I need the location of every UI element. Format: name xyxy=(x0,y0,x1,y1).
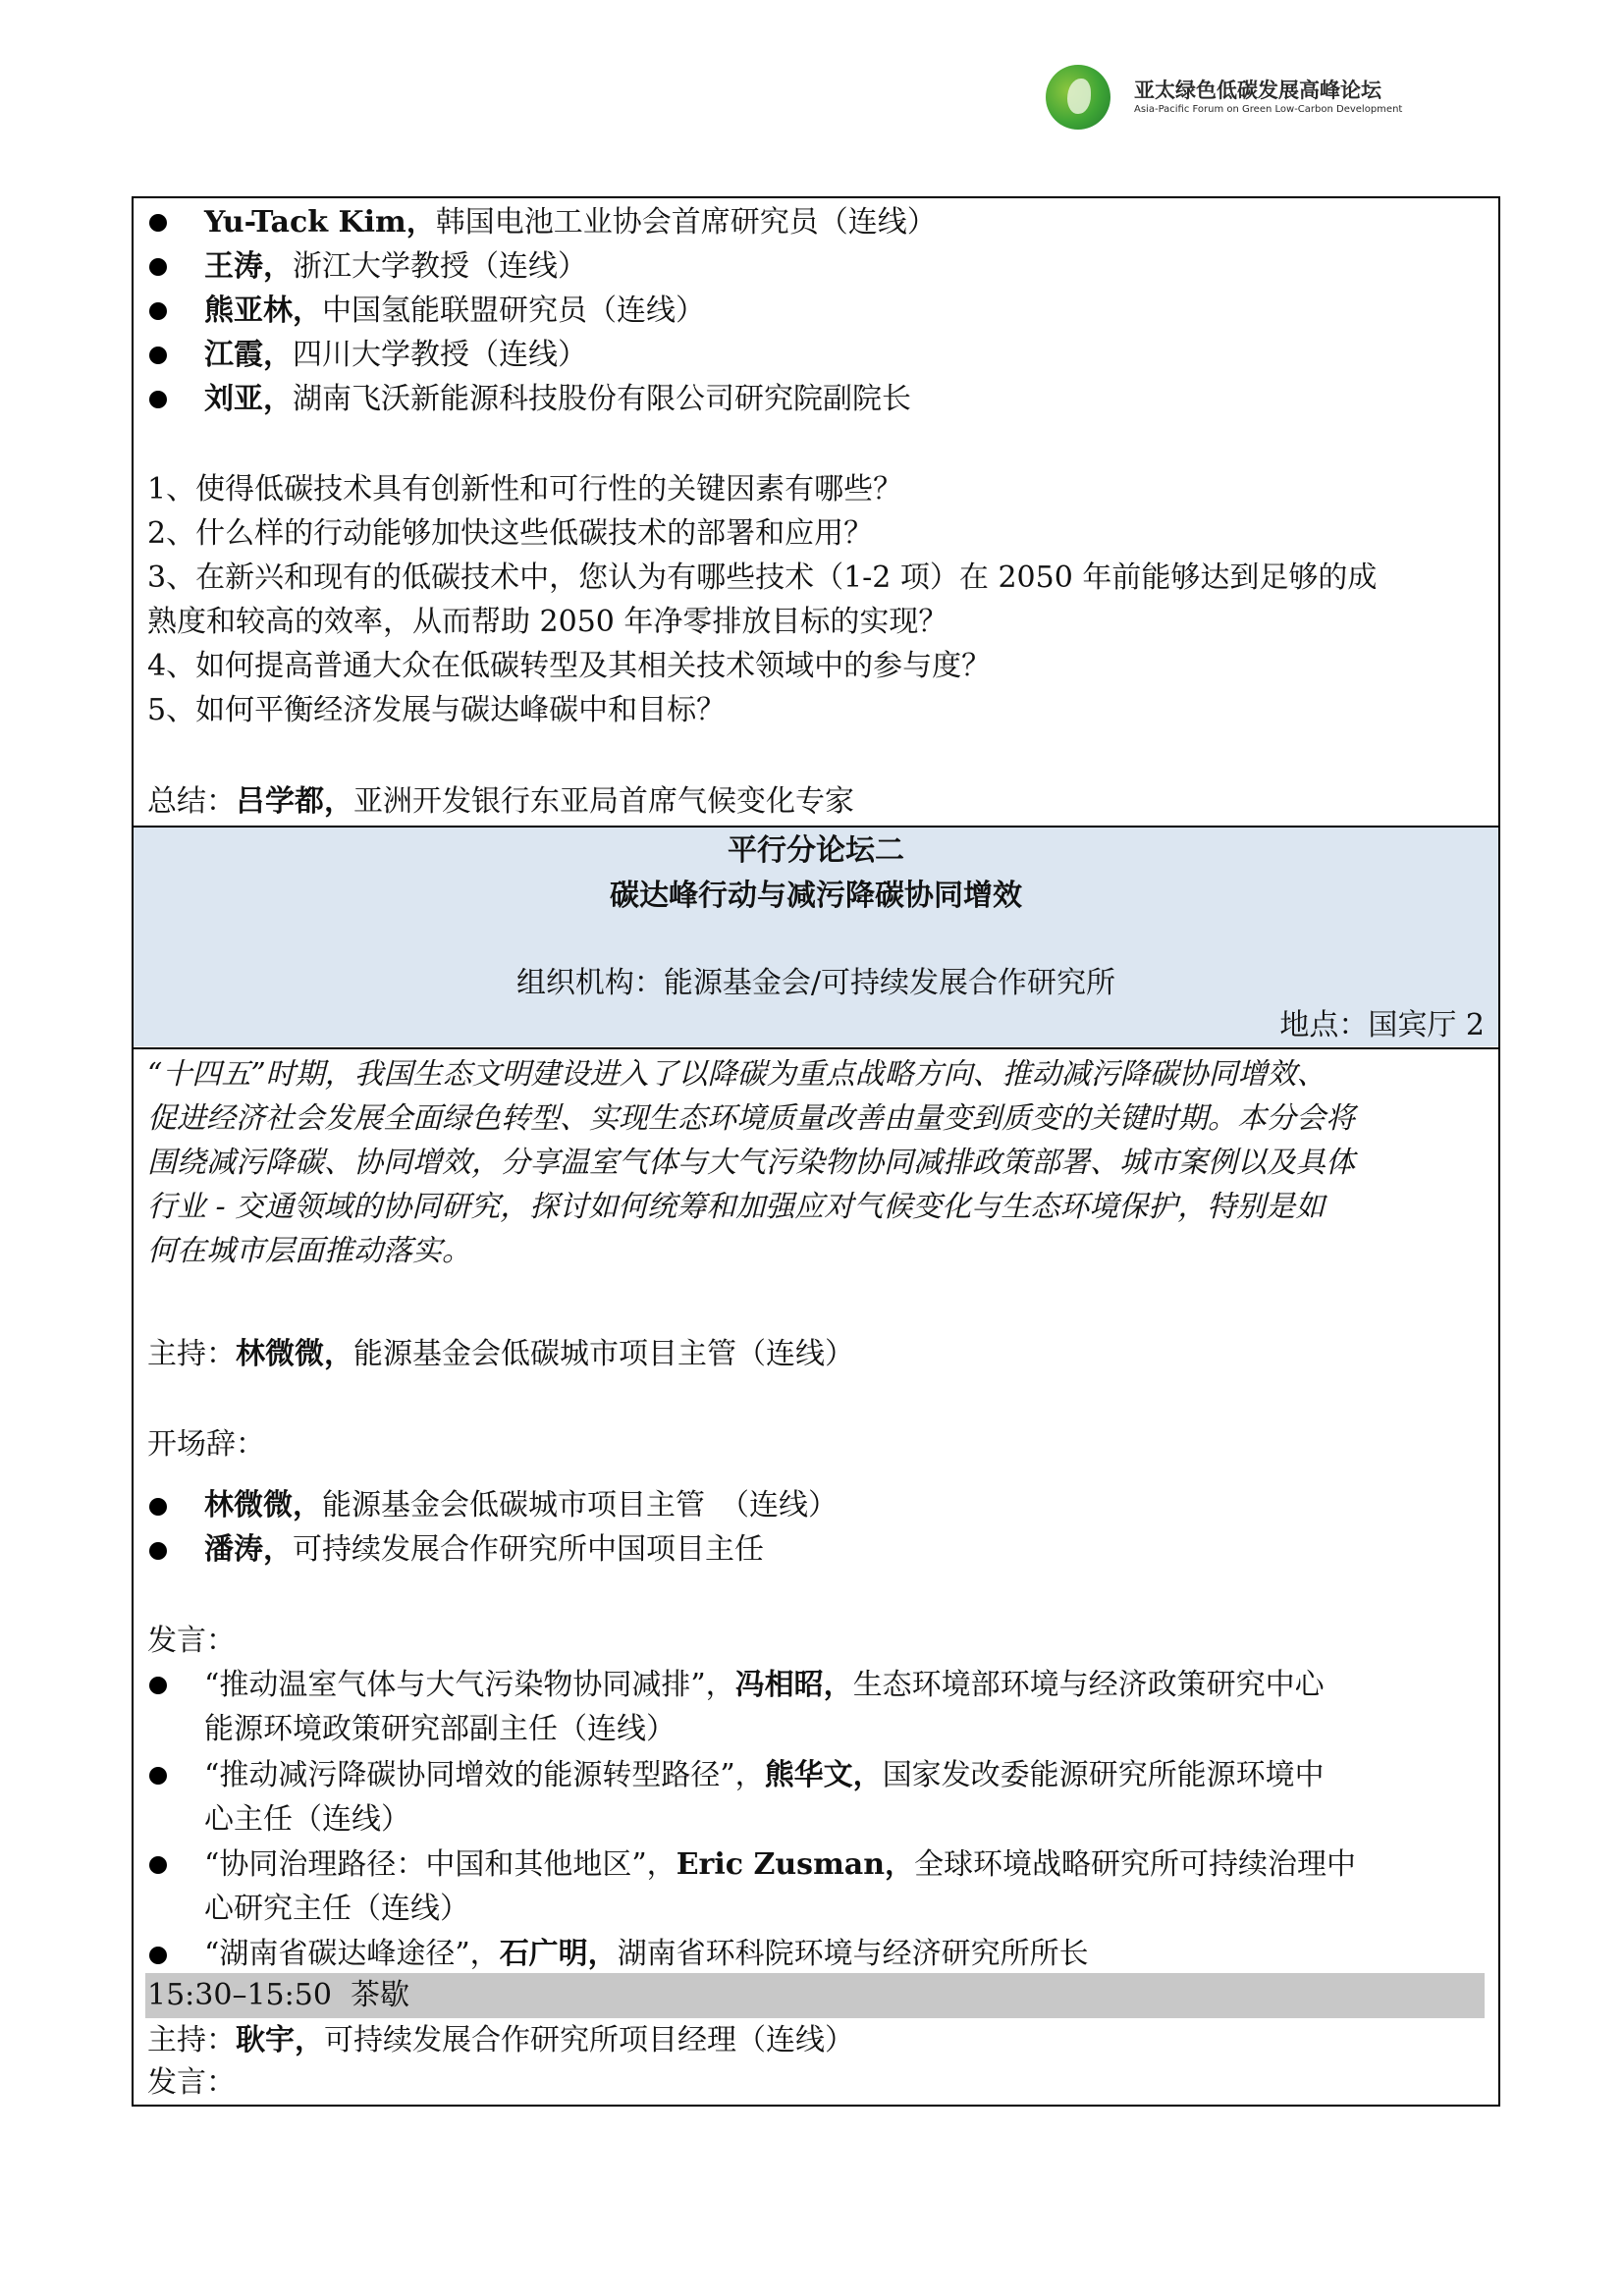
summary xyxy=(147,780,854,824)
speaker-item xyxy=(204,334,587,377)
speaker-item xyxy=(204,378,911,421)
speech-item xyxy=(204,1843,1356,1887)
opening-label: 开场辞： xyxy=(147,1427,265,1462)
question-1: 1、使得低碳技术具有创新性和可行性的关键因素有哪些？ xyxy=(147,472,903,507)
speech-topic: “协同治理路径：中国和其他地区”， xyxy=(204,1847,677,1882)
bullet-icon xyxy=(149,1947,167,1964)
speaker-name: 王涛， xyxy=(204,249,293,284)
host-name: 林微微， xyxy=(236,1337,353,1371)
logo-name-en: Asia-Pacific Forum on Green Low-Carbon Development xyxy=(1134,104,1403,115)
speaker-name: 熊亚林， xyxy=(204,294,322,328)
question-2: 2、什么样的行动能够加快这些低碳技术的部署和应用？ xyxy=(147,516,874,551)
bullet-icon xyxy=(149,391,167,408)
session-organizer: 组织机构：能源基金会/可持续发展合作研究所 xyxy=(515,966,1116,1000)
session-title: 碳达峰行动与减污降碳协同增效 xyxy=(610,879,1022,913)
speech-speaker: Eric Zusman， xyxy=(676,1847,915,1882)
opening-name: 林微微， xyxy=(204,1488,322,1522)
next-host xyxy=(147,2019,854,2062)
speaker-desc: 中国氢能联盟研究员（连线） xyxy=(322,294,705,328)
intro-line: “十四五”时期，我国生态文明建设进入了以降碳为重点战略方向、推动减污降碳协同增效、 xyxy=(147,1057,1326,1092)
opening-desc: 能源基金会低碳城市项目主管 （连线） xyxy=(322,1488,838,1522)
bullet-icon xyxy=(149,258,167,276)
speech-speaker: 熊华文， xyxy=(764,1758,883,1792)
speech-topic: “推动减污降碳协同增效的能源转型路径”， xyxy=(204,1758,765,1792)
next-host-desc: 可持续发展合作研究所项目经理（连线） xyxy=(324,2023,854,2057)
speech-topic: “湖南省碳达峰途径”， xyxy=(204,1937,500,1971)
speech-item xyxy=(204,1664,1325,1707)
bullet-icon xyxy=(149,1542,167,1560)
row-divider xyxy=(132,1047,1500,1049)
next-speech-label: 发言： xyxy=(147,2065,236,2100)
opening-item xyxy=(204,1528,764,1572)
speech-topic: “推动温室气体与大气污染物协同减排”， xyxy=(204,1668,735,1702)
speaker-item xyxy=(204,245,587,289)
intro-line: 围绕减污降碳、协同增效，分享温室气体与大气污染物协同减排政策部署、城市案例以及具体 xyxy=(147,1146,1355,1180)
session-location: 地点：国宾厅 2 xyxy=(1279,1008,1485,1042)
question-3: 3、在新兴和现有的低碳技术中，您认为有哪些技术（1-2 项）在 2050 年前能够达到足够的成 xyxy=(147,561,1378,595)
speech-speaker: 石广明， xyxy=(499,1937,618,1971)
bullet-icon xyxy=(149,1767,167,1785)
opening-name: 潘涛， xyxy=(204,1532,293,1567)
speeches-label: 发言： xyxy=(147,1624,236,1658)
speech-desc: 生态环境部环境与经济政策研究中心 xyxy=(852,1668,1325,1702)
bullet-icon xyxy=(149,214,167,232)
intro-line: 何在城市层面推动落实。 xyxy=(147,1234,471,1268)
globe-leaf-icon xyxy=(1046,65,1110,130)
host-desc: 能源基金会低碳城市项目主管（连线） xyxy=(353,1337,854,1371)
opening-desc: 可持续发展合作研究所中国项目主任 xyxy=(293,1532,764,1567)
session-subtitle: 平行分论坛二 xyxy=(728,833,904,868)
summary-label: 总结： xyxy=(147,784,236,819)
tea-break-time: 15:30–15:50 xyxy=(147,1978,332,2012)
bullet-icon xyxy=(149,302,167,320)
intro-line: 促进经济社会发展全面绿色转型、实现生态环境质量改善由量变到质变的关键时期。本分会将 xyxy=(147,1101,1355,1136)
speech-desc-cont: 心研究主任（连线） xyxy=(204,1892,469,1926)
intro-line: 行业 - 交通领域的协同研究，探讨如何统筹和加强应对气候变化与生态环境保护，特别是如 xyxy=(147,1190,1326,1224)
speaker-desc: 浙江大学教授（连线） xyxy=(293,249,587,284)
speech-item xyxy=(204,1754,1325,1797)
speech-item xyxy=(204,1933,1089,1976)
speaker-item xyxy=(204,201,937,244)
bullet-icon xyxy=(149,347,167,364)
question-3-cont: 熟度和较高的效率，从而帮助 2050 年净零排放目标的实现？ xyxy=(147,605,948,639)
speaker-desc: 湖南飞沃新能源科技股份有限公司研究院副院长 xyxy=(293,382,911,416)
host-label: 主持： xyxy=(147,1337,236,1371)
speech-desc-cont: 心主任（连线） xyxy=(204,1802,410,1837)
bullet-icon xyxy=(149,1677,167,1694)
bullet-icon xyxy=(149,1856,167,1874)
host xyxy=(147,1333,854,1376)
speaker-name: 刘亚， xyxy=(204,382,293,416)
logo-name-cn: 亚太绿色低碳发展高峰论坛 xyxy=(1134,79,1381,102)
speech-desc: 全球环境战略研究所可持续治理中 xyxy=(914,1847,1357,1882)
speech-desc-cont: 能源环境政策研究部副主任（连线） xyxy=(204,1712,676,1746)
opening-item xyxy=(204,1484,838,1527)
next-host-label: 主持： xyxy=(147,2023,236,2057)
summary-desc: 亚洲开发银行东亚局首席气候变化专家 xyxy=(353,784,854,819)
speech-speaker: 冯相昭， xyxy=(734,1668,853,1702)
speaker-name: 江霞， xyxy=(204,338,293,372)
forum-logo xyxy=(1046,65,1403,133)
speaker-desc: 四川大学教授（连线） xyxy=(293,338,587,372)
tea-break xyxy=(147,1974,409,2017)
speech-desc: 国家发改委能源研究所能源环境中 xyxy=(882,1758,1325,1792)
next-host-name: 耿宇， xyxy=(236,2023,324,2057)
bullet-icon xyxy=(149,1498,167,1516)
speaker-name: Yu-Tack Kim， xyxy=(204,205,436,240)
speech-desc: 湖南省环科院环境与经济研究所所长 xyxy=(617,1937,1089,1971)
speaker-desc: 韩国电池工业协会首席研究员（连线） xyxy=(435,205,937,240)
row-divider xyxy=(132,826,1500,828)
question-4: 4、如何提高普通大众在低碳转型及其相关技术领域中的参与度？ xyxy=(147,649,992,683)
question-5: 5、如何平衡经济发展与碳达峰碳中和目标？ xyxy=(147,693,727,727)
speaker-item xyxy=(204,290,705,333)
tea-break-label: 茶歇 xyxy=(351,1978,409,2012)
summary-name: 吕学都， xyxy=(236,784,353,819)
